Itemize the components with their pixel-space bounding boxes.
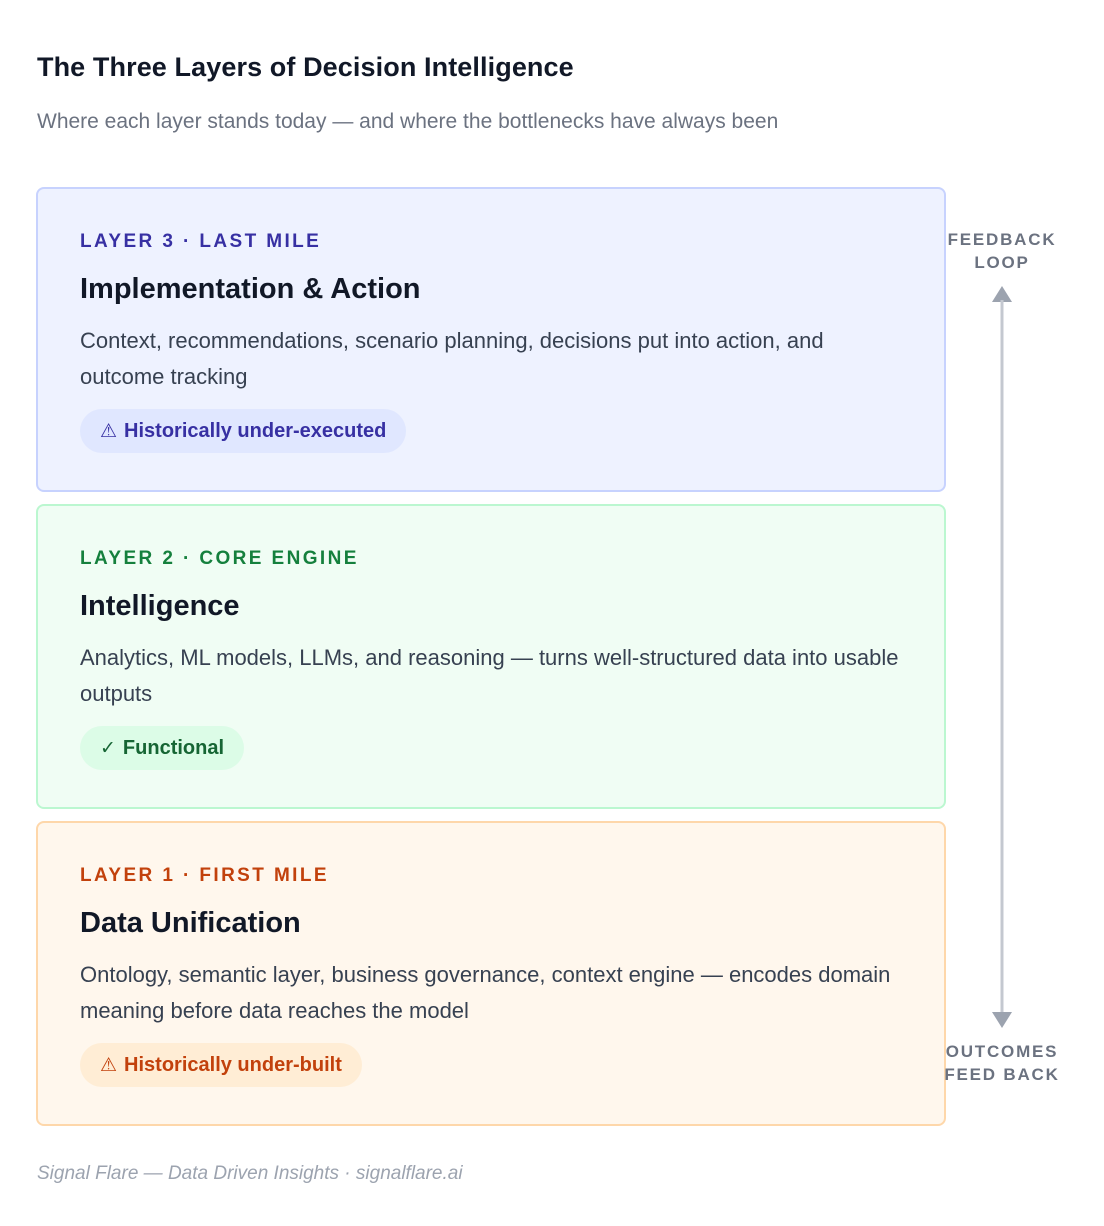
feedback-loop-label (932, 228, 1072, 274)
status-badge (80, 726, 244, 770)
outcomes-label-line: FEED BACK (944, 1065, 1060, 1084)
arrow-up-icon (992, 286, 1012, 302)
warning-icon: ⚠ (100, 1054, 118, 1076)
check-icon: ✓ (100, 737, 116, 759)
layer-description: Ontology, semantic layer, business governance, context engine — encodes domain meaning before data reaches the model (80, 962, 891, 1023)
page-title: The Three Layers of Decision Intelligence (37, 52, 574, 82)
double-arrow-vertical-icon (988, 286, 1016, 1028)
outcomes-feed-back-label (932, 1040, 1072, 1086)
warning-icon: ⚠ (100, 420, 118, 442)
status-badge (80, 409, 406, 453)
layer-eyebrow: LAYER 3 · LAST MILE (80, 231, 322, 252)
feedback-label-line: FEEDBACK (947, 230, 1057, 249)
layer-card-3 (36, 187, 946, 492)
layer-card-1 (36, 821, 946, 1126)
page-subtitle: Where each layer stands today — and where the bottlenecks have always been (37, 110, 779, 133)
layer-heading: Intelligence (80, 590, 240, 622)
layer-eyebrow: LAYER 1 · FIRST MILE (80, 865, 329, 886)
layer-description: Context, recommendations, scenario planning, decisions put into action, and outcome tracking (80, 328, 824, 389)
status-badge (80, 1043, 362, 1087)
layer-eyebrow: LAYER 2 · CORE ENGINE (80, 548, 359, 569)
layer-heading: Data Unification (80, 907, 301, 939)
status-badge-label: Functional (122, 736, 225, 759)
status-badge-label: Historically under-built (124, 1053, 342, 1076)
feedback-label-line: LOOP (974, 253, 1030, 272)
arrow-down-icon (992, 1012, 1012, 1028)
layer-heading: Implementation & Action (80, 273, 421, 305)
status-badge-label: Historically under-executed (124, 419, 387, 442)
layer-description: Analytics, ML models, LLMs, and reasoning — turns well-structured data into usable outputs (80, 645, 899, 706)
footer-credit: Signal Flare — Data Driven Insights · signalflare.ai (37, 1163, 463, 1184)
outcomes-label-line: OUTCOMES (945, 1042, 1059, 1061)
layer-card-2 (36, 504, 946, 809)
